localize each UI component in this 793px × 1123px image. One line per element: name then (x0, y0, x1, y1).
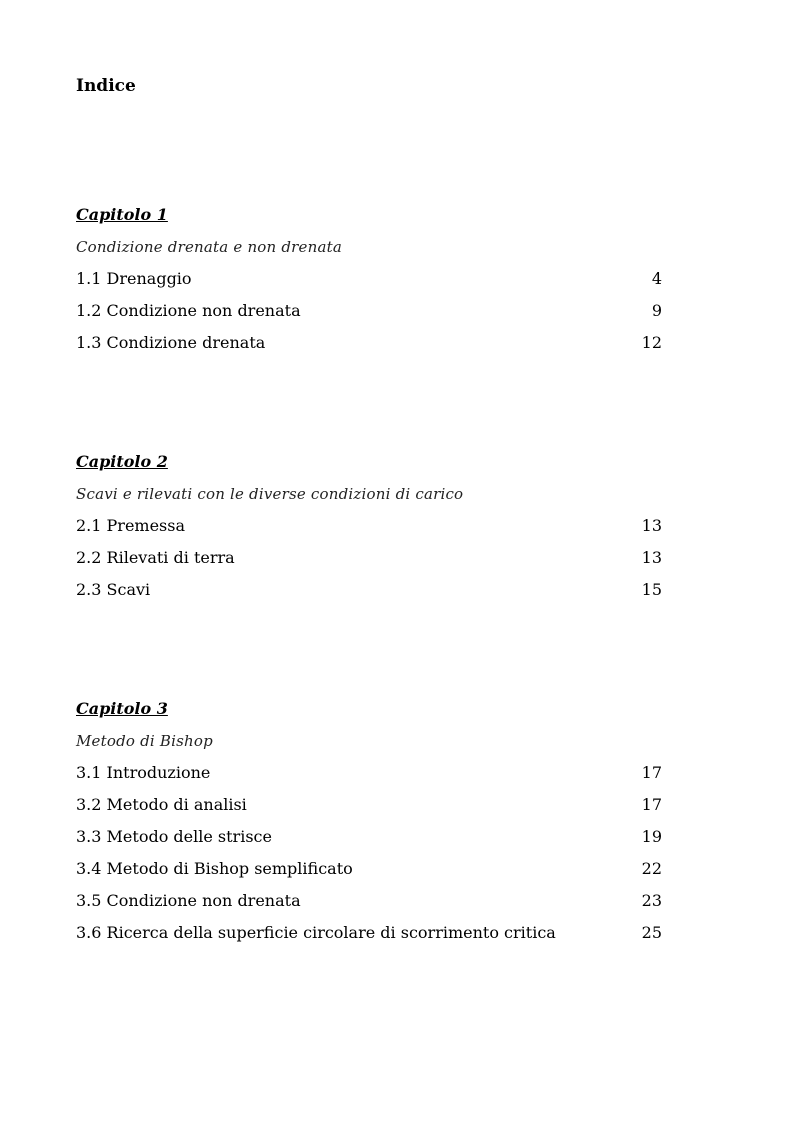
toc-entry-page: 22 (641, 859, 662, 878)
toc-entry (76, 794, 662, 826)
chapter-2 (76, 451, 662, 611)
page-title: Indice (76, 76, 136, 96)
toc-entry-page: 12 (641, 333, 662, 352)
toc-entry (76, 762, 662, 794)
toc-entry (76, 268, 662, 300)
toc-entry-page: 25 (641, 923, 662, 942)
toc-entry-label: 3.6 Ricerca della superficie circolare di scorrimento critica (76, 923, 556, 942)
toc-entry-page: 23 (641, 891, 662, 910)
chapter-subtitle: Condizione drenata e non drenata (76, 238, 342, 256)
toc-entry-page: 9 (651, 301, 662, 320)
toc-entry-label: 3.2 Metodo di analisi (76, 795, 247, 814)
toc-entry-label: 1.3 Condizione drenata (76, 333, 266, 352)
toc-entry (76, 890, 662, 922)
toc-entry-page: 15 (641, 580, 662, 599)
toc-entry-page: 17 (641, 763, 662, 782)
toc-entry (76, 332, 662, 364)
toc-entry (76, 826, 662, 858)
toc-entry-page: 17 (641, 795, 662, 814)
chapter-heading: Capitolo 1 (76, 205, 168, 224)
chapter-subtitle: Scavi e rilevati con le diverse condizioni di carico (76, 485, 464, 503)
chapter-subtitle: Metodo di Bishop (76, 732, 213, 750)
toc-entry-page: 13 (641, 548, 662, 567)
toc-entry (76, 300, 662, 332)
toc-entry-page: 19 (641, 827, 662, 846)
toc-entry (76, 515, 662, 547)
toc-entry-label: 3.4 Metodo di Bishop semplificato (76, 859, 353, 878)
toc-entry (76, 858, 662, 890)
chapter-heading: Capitolo 2 (76, 452, 168, 471)
toc-entry (76, 547, 662, 579)
toc-entry-label: 2.1 Premessa (76, 516, 186, 535)
toc-entry-label: 2.2 Rilevati di terra (76, 548, 235, 567)
toc-entry-label: 1.1 Drenaggio (76, 269, 192, 288)
toc-entry-label: 1.2 Condizione non drenata (76, 301, 301, 320)
toc-entry-label: 3.1 Introduzione (76, 763, 211, 782)
toc-entry-page: 13 (641, 516, 662, 535)
toc-entry-label: 3.3 Metodo delle strisce (76, 827, 272, 846)
toc-entry (76, 579, 662, 611)
chapter-heading: Capitolo 3 (76, 699, 168, 718)
toc-entry (76, 922, 662, 954)
toc-entry-label: 2.3 Scavi (76, 580, 151, 599)
toc-entry-page: 4 (651, 269, 662, 288)
chapter-1 (76, 204, 662, 364)
toc-entry-label: 3.5 Condizione non drenata (76, 891, 301, 910)
chapter-3 (76, 698, 662, 954)
